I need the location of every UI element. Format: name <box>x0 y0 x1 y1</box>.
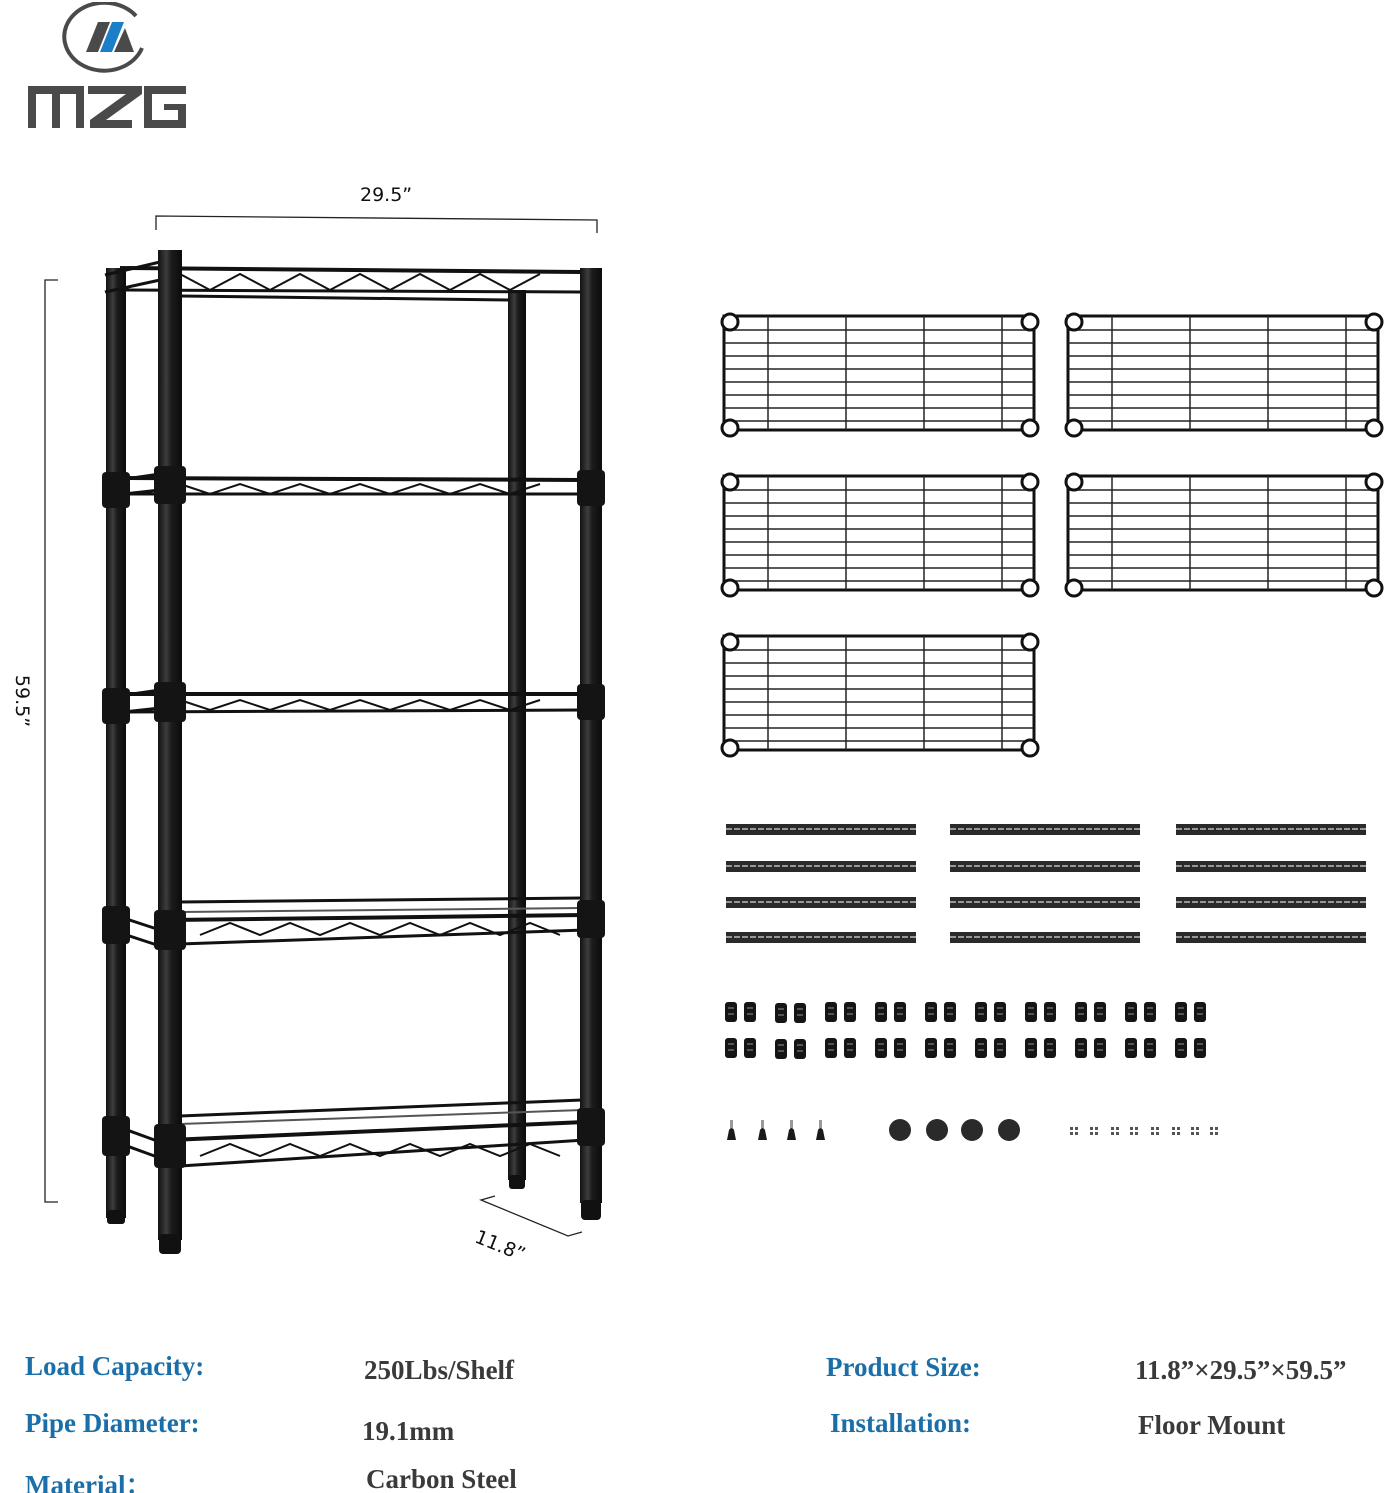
connector-icon <box>1070 1127 1078 1135</box>
small-hardware-group <box>720 1108 1240 1158</box>
spec-value-installation: Floor Mount <box>1138 1410 1286 1440</box>
wire-shelf-panel-icon <box>1066 474 1382 596</box>
spec-value-pipe-diameter: 19.1mm <box>362 1416 455 1446</box>
pole-column-2 <box>950 824 1140 943</box>
width-dimension-label: 29.5” <box>360 184 413 206</box>
height-dimension-label: 59.5” <box>11 674 33 728</box>
spec-value-product-size: 11.8”×29.5”×59.5” <box>1135 1355 1347 1385</box>
poles-group <box>718 815 1378 955</box>
pole-column-3 <box>1176 824 1366 943</box>
connector-icon <box>1111 1127 1119 1135</box>
connector-icon <box>1130 1127 1138 1135</box>
connector-icon <box>1151 1127 1159 1135</box>
logo-mark-icon <box>64 3 142 71</box>
leveling-foot-icon <box>727 1120 736 1140</box>
spec-label-installation: Installation: <box>830 1408 972 1438</box>
connectors <box>1070 1127 1218 1135</box>
connector-icon <box>1210 1127 1218 1135</box>
wire-shelf-panel-icon <box>722 474 1038 596</box>
spec-label-load-capacity: Load Capacity: <box>25 1351 205 1381</box>
connector-icon <box>1090 1127 1098 1135</box>
spec-value-load-capacity: 250Lbs/Shelf <box>364 1355 515 1385</box>
leveling-foot-icon <box>758 1120 767 1140</box>
spec-value-material: Carbon Steel <box>366 1464 517 1493</box>
round-cap-icon <box>961 1119 983 1141</box>
wire-panels-group <box>718 308 1393 778</box>
round-cap-icon <box>998 1119 1020 1141</box>
round-cap-icon <box>926 1119 948 1141</box>
connector-icon <box>1191 1127 1199 1135</box>
brand-logo <box>24 2 190 134</box>
sleeve-row-1 <box>725 1002 1206 1023</box>
leveling-foot-icon <box>816 1120 825 1140</box>
round-cap-icon <box>889 1119 911 1141</box>
round-caps <box>889 1119 1020 1141</box>
connector-icon <box>1172 1127 1180 1135</box>
spec-label-pipe-diameter: Pipe Diameter: <box>25 1408 200 1438</box>
wire-shelf-panel-icon <box>722 634 1038 756</box>
sleeves-group <box>720 998 1220 1068</box>
shelving-unit-drawing <box>0 170 700 1270</box>
spec-label-material: Material： <box>25 1470 153 1493</box>
depth-dimension-label: 11.8” <box>471 1226 529 1266</box>
sleeve-row-2 <box>725 1038 1206 1059</box>
pole-column-1 <box>726 824 916 943</box>
logo-wordmark <box>28 86 186 128</box>
leveling-foot-icon <box>787 1120 796 1140</box>
leveling-feet <box>727 1120 825 1140</box>
spec-label-product-size: Product Size: <box>826 1352 981 1382</box>
wire-shelf-panel-icon <box>1066 314 1382 436</box>
wire-shelf-panel-icon <box>722 314 1038 436</box>
